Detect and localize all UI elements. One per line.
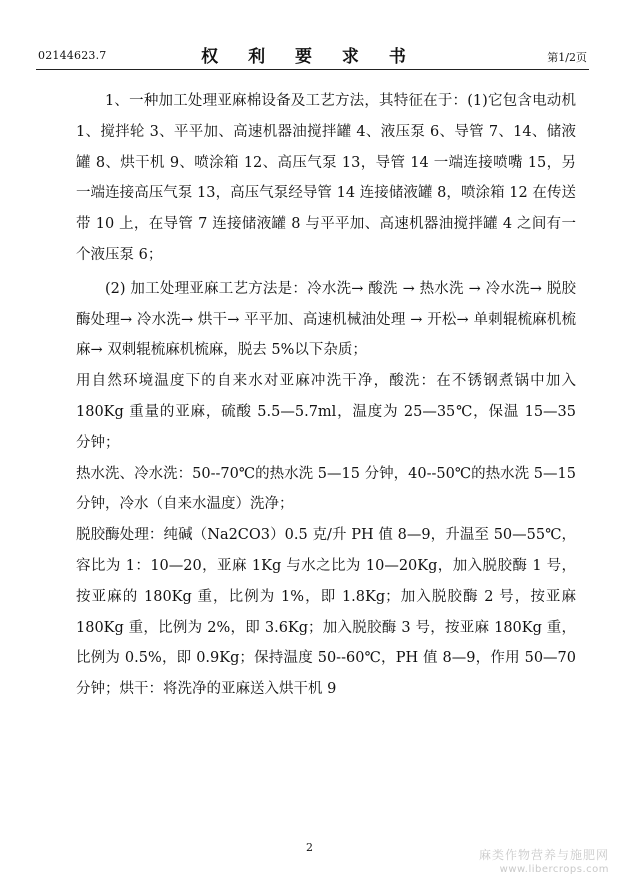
page-label: 第1/2页 xyxy=(547,51,587,64)
page-number: 2 xyxy=(306,841,313,854)
watermark-site-url: www.libercrops.com xyxy=(499,864,609,875)
claim-paragraph-3: 用自然环境温度下的自来水对亚麻冲洗干净，酸洗：在不锈钢煮锅中加入 180Kg 重量的亚麻，硫酸 5.5—5.7ml，温度为 25—35℃，保温 15—35 分钟； xyxy=(76,373,576,451)
claim-paragraph-2: (2) 加工处理亚麻工艺方法是：冷水洗→ 酸洗 → 热水洗 → 冷水洗→ 脱胶酶处理→ 冷水洗→ 烘干→ 平平加、高速机械油处理 → 开松→ 单刺辊梳麻机梳麻→ 双刺辊梳麻机梳麻，脱去 5%以下杂质； xyxy=(76,280,576,359)
claim-paragraph-1: 1、一种加工处理亚麻棉设备及工艺方法，其特征在于：(1)它包含电动机 1、搅拌轮 3、平平加、高速机器油搅拌罐 4、液压泵 6、导管 7、14、储液罐 8、烘干机 9、喷涂箱 12、高压气泵 13，导管 14 一端连接喷嘴 15，另一端连接高压气泵 13，高压气泵经导管 14 连接储液罐 8，喷涂箱 12 在传送带 10 上，在导管 7 连接储液罐 8 与平平加、高速机器油搅拌罐 4 之间有一个液压泵 6； xyxy=(76,93,576,263)
site-watermark xyxy=(479,846,609,875)
claim-paragraph-4: 热水洗、冷水洗：50--70℃的热水洗 5—15 分钟，40--50℃的热水洗 5—15 分钟，冷水（自来水温度）洗净； xyxy=(76,465,576,513)
claims-body xyxy=(76,86,576,705)
page-title: 权 利 要 求 书 xyxy=(201,47,418,67)
header-divider xyxy=(36,69,589,70)
document-number: 02144623.7 xyxy=(38,49,107,62)
claim-paragraph-5: 脱胶酶处理：纯碱（Na2CO3）0.5 克/升 PH 值 8—9，升温至 50—55℃，容比为 1：10—20，亚麻 1Kg 与水之比为 10—20Kg，加入脱胶酶 1 号，按亚麻的 180Kg 重，比例为 1%，即 1.8Kg；加入脱胶酶 2 号，按亚麻 180Kg 重，比例为 2%，即 3.6Kg；加入脱胶酶 3 号，按亚麻 180Kg 重，比例为 0.5%，即 0.9Kg；保持温度 50--60℃，PH 值 8—9，作用 50—70 分钟；烘干：将洗净的亚麻送入烘干机 9 xyxy=(76,527,576,698)
watermark-site-name: 麻类作物营养与施肥网 xyxy=(478,848,609,862)
